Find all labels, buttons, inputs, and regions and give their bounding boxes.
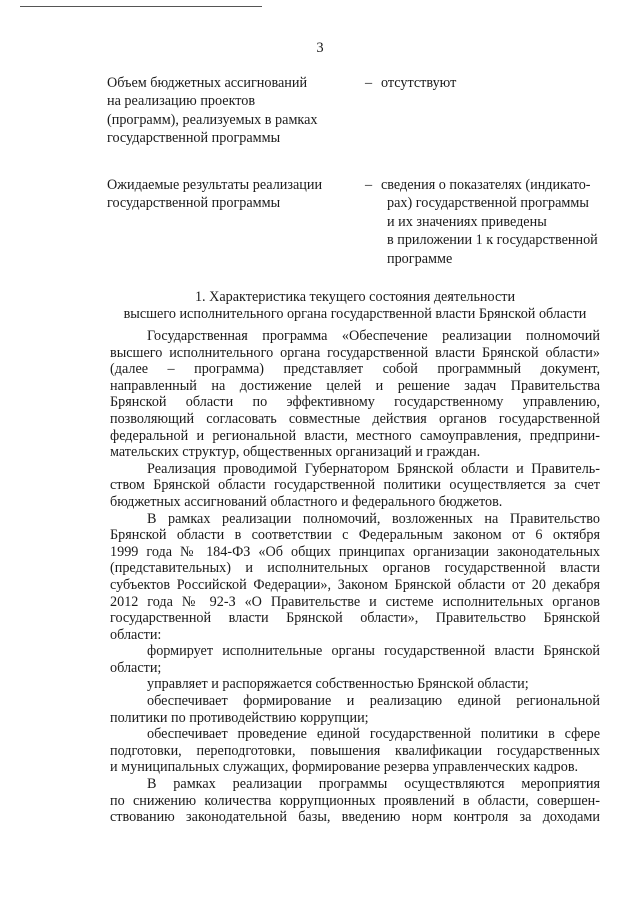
row-value: сведения о показателях (индикато- рах) государственной программы и их значениях приведены в приложении 1 к государственной программе (381, 177, 598, 267)
body-line: государственной власти Брянской области», Правительство Брянской (110, 610, 600, 627)
body-line: области; (110, 659, 162, 676)
section-heading: 1. Характеристика текущего состояния деятельности высшего исполнительного органа государственной власти Брянской области (123, 289, 587, 322)
body-line: субъектов Российской Федерации», Законом Брянской области от 20 декабря (110, 576, 600, 593)
body-line: формирует исполнительные органы государственной власти Брянской (147, 643, 600, 660)
body-text (110, 328, 600, 826)
body-line: 2012 года № 92-З «О Правительстве и системе исполнительных органов (110, 593, 600, 610)
row-dash: – (365, 177, 373, 193)
body-line: обеспечивает проведение единой государственной политики в сфере (147, 726, 600, 743)
body-line: по снижению количества коррупционных проявлений в области, совершен- (110, 792, 600, 809)
body-line: высшего исполнительного органа государственной власти Брянской области» (110, 344, 600, 361)
body-line: Брянской области по эффективному государственному управлению, (110, 394, 600, 411)
body-line: подготовки, переподготовки, повышения квалификации государственных (110, 742, 600, 759)
body-line: направленный на достижение целей и решение задач Правительства (110, 377, 600, 394)
body-line: В рамках реализации полномочий, возложенных на Правительство (147, 510, 600, 527)
body-line: обеспечивает формирование и реализацию единой региональной (147, 693, 600, 710)
body-line: ствованию законодательной базы, введению норм контроля за доходами (110, 809, 600, 826)
row-label: Ожидаемые результаты реализации государственной программы (107, 177, 323, 212)
body-line: политики по противодействию коррупции; (110, 709, 369, 726)
body-line: (далее – программа) представляет собой программный документ, (110, 361, 600, 378)
row-value: отсутствуют (381, 75, 457, 91)
body-line: Брянской области в соответствии с Федеральным законом от 6 октября (110, 527, 600, 544)
body-line: (представительных) и исполнительных органов государственной власти (110, 560, 600, 577)
body-line: мательских структур, общественных организаций и граждан. (110, 444, 481, 461)
body-line: Реализация проводимой Губернатором Брянской области и Правитель- (147, 460, 600, 477)
body-line: Государственная программа «Обеспечение реализации полномочий (147, 328, 600, 344)
row-label: Объем бюджетных ассигнований на реализацию проектов (программ), реализуемых в рамках государственной программы (107, 75, 318, 147)
top-rule (20, 6, 262, 7)
body-line: позволяющий согласовать совместные действия органов государственной (110, 410, 600, 427)
row-dash: – (365, 75, 373, 91)
body-line: бюджетных ассигнований областного и федерального бюджетов. (110, 493, 503, 510)
body-line: В рамках реализации программы осуществляются мероприятия (147, 776, 600, 793)
body-line: 1999 года № 184-ФЗ «Об общих принципах организации законодательных (110, 543, 600, 560)
body-line: федеральной и региональной власти, местного самоуправления, предприни- (110, 427, 600, 444)
body-line: управляет и распоряжается собственностью Брянской области; (147, 676, 529, 693)
page-number: 3 (316, 40, 324, 56)
body-line: области: (110, 626, 162, 643)
body-line: ством Брянской области государственной политики осуществляется за счет (110, 477, 600, 494)
body-line: и муниципальных служащих, формирование резерва управленческих кадров. (110, 759, 579, 776)
